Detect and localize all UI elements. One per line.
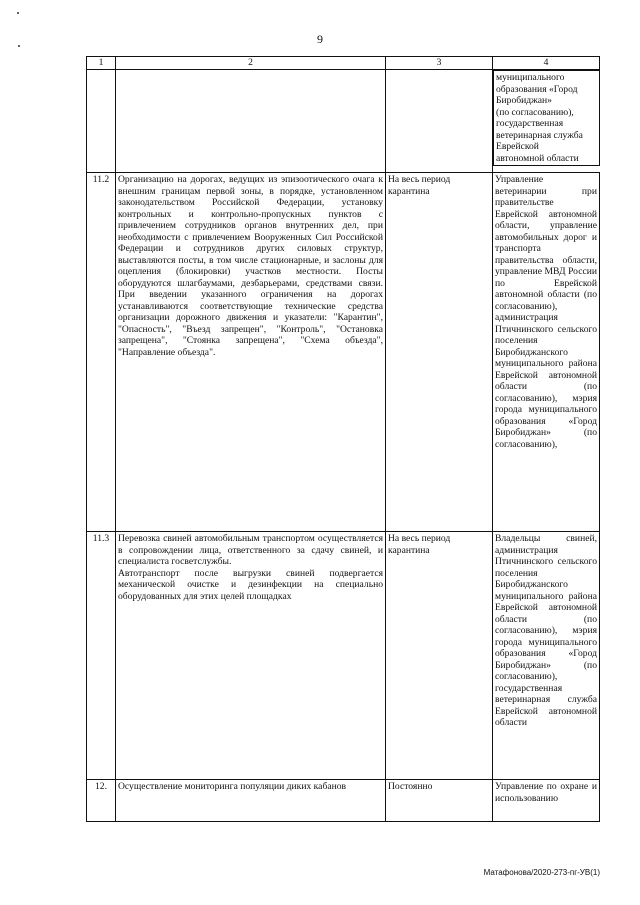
table-header-row xyxy=(87,57,600,70)
measure-text: Перевозка свиней автомобильным транспортом осуществляется в сопровождении лица, ответственного за сдачу свиней, и специалиста госветслужбы. xyxy=(118,533,383,567)
responsible-cell: муниципального образования «Город Биробиджан» (по согласованию), государственная ветеринарная служба Еврейской автономной области xyxy=(493,70,600,166)
scan-speck xyxy=(18,45,20,47)
row-number: 11.2 xyxy=(87,173,116,532)
header-col-2: 2 xyxy=(116,57,386,70)
page-number: 9 xyxy=(317,32,323,46)
measure-cell xyxy=(116,70,386,173)
measure-text: Осуществление мониторинга популяции диких кабанов xyxy=(118,781,347,792)
document-reference: Матафонова/2020-273-пг-УВ(1) xyxy=(483,868,600,877)
header-col-3: 3 xyxy=(386,57,493,70)
scan-speck xyxy=(17,12,19,14)
row-number: 12. xyxy=(87,780,116,822)
period-cell: На весь период карантина xyxy=(386,173,493,532)
period-cell: На весь период карантина xyxy=(386,532,493,780)
measure-text: Организацию на дорогах, ведущих из эпизоотического очага к внешним границам первой зоны, в порядке, установленном законодательством Российской Федерации, установку контрольных и контрольно-пропускных пунктов с привлечением сотрудников органов внутренних дел, при необходимости с привлечением Вооруженных Сил Российской Федерации и сотрудников других силовых структур, выставляются посты, в том числе стационарные, и заслоны для оцепления (блокировки) участков местности. Посты оборудуются шлагбаумами, дезбарьерами, средствами связи. При введении указанного ограничения на дорогах устанавливаются соответствующие технические средства организации дорожного движения и указатели: "Карантин", "Опасность", "Въезд запрещен", "Контроль", "Остановка запрещена", "Стоянка запрещена", "Схема объезда", "Направление объезда". xyxy=(118,174,383,358)
period-cell: Постоянно xyxy=(386,780,493,822)
table-row xyxy=(87,532,600,780)
row-number xyxy=(87,70,116,173)
header-col-4: 4 xyxy=(493,57,600,70)
table-row xyxy=(87,780,600,822)
table-row xyxy=(87,173,600,532)
measure-text: Автотранспорт после выгрузки свиней подвергается механической очистке и дезинфекции на специально оборудованных для этих целей площадках xyxy=(118,567,383,602)
measure-cell xyxy=(116,173,386,532)
measure-cell xyxy=(116,780,386,822)
table-row xyxy=(87,70,600,173)
header-col-1: 1 xyxy=(87,57,116,70)
measure-cell xyxy=(116,532,386,780)
responsible-cell: Управление по охране и использованию xyxy=(493,780,600,822)
responsible-cell: Владельцы свиней, администрация Птичнинского сельского поселения Биробиджанского муниципального района Еврейской автономной области (по согласованию), мэрия города муниципального образования «Город Биробиджан» (по согласованию), государственная ветеринарная служба Еврейской автономной области xyxy=(493,532,600,780)
period-cell xyxy=(386,70,493,173)
responsible-cell: Управление ветеринарии при правительстве Еврейской автономной области, управление автомобильных дорог и транспорта правительства области, управление МВД России по Еврейской автономной области (по согласованию), администрация Птичнинского сельского поселения Биробиджанского муниципального района Еврейской автономной области (по согласованию), мэрия города муниципального образования «Город Биробиджан» (по согласованию), xyxy=(493,173,600,532)
measures-table xyxy=(86,56,600,822)
row-number: 11.3 xyxy=(87,532,116,780)
